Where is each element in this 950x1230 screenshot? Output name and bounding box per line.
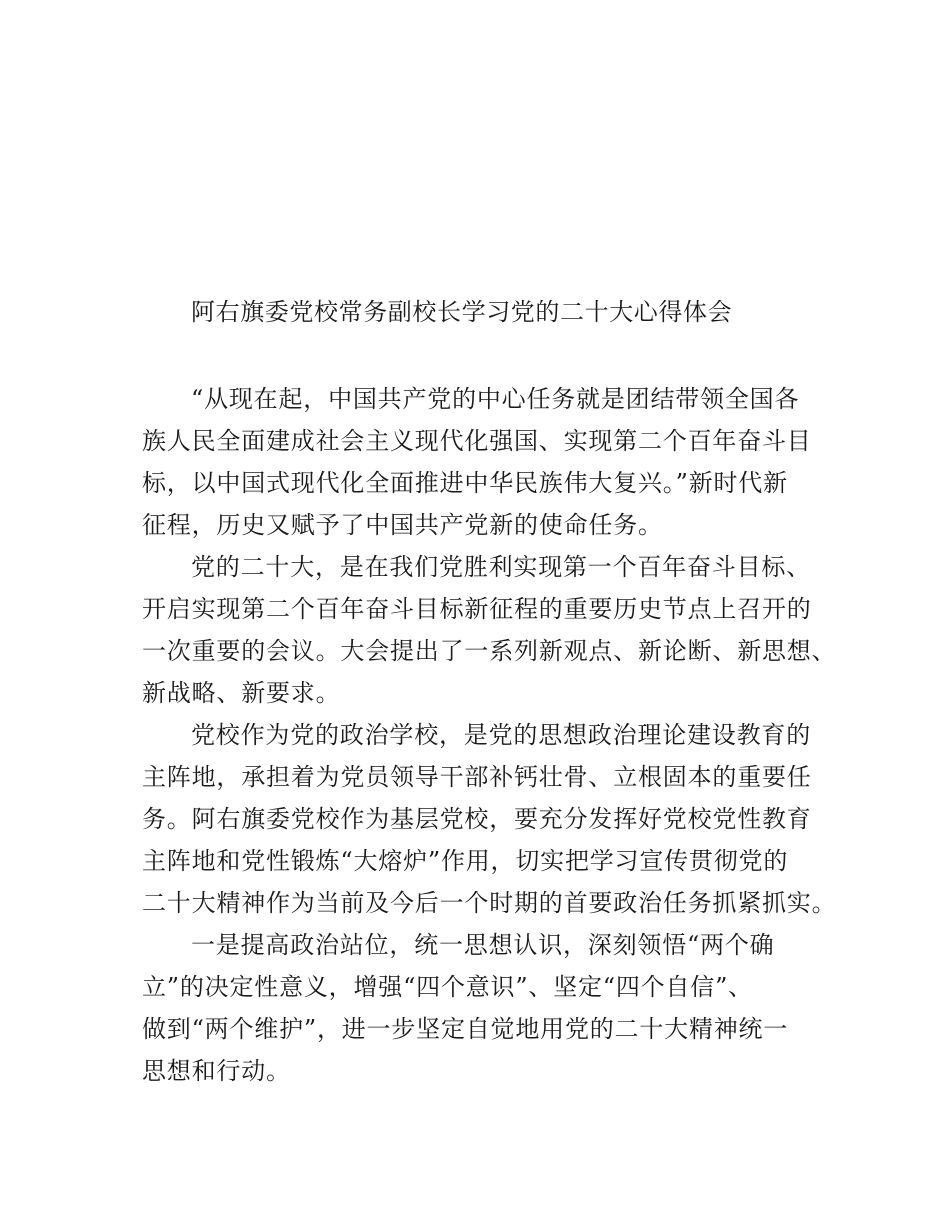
paragraph-2-line-4: 新战略、新要求。 <box>142 679 341 707</box>
paragraph-4-line-1: 一是提高政治站位，统一思想认识，深刻领悟“两个确 <box>191 931 775 959</box>
paragraph-4-line-2: 立”的决定性意义，增强“四个意识”、坚定“四个自信”、 <box>142 973 753 1001</box>
paragraph-4-line-4: 思想和行动。 <box>142 1057 291 1085</box>
paragraph-2-line-1: 党的二十大，是在我们党胜利实现第一个百年奋斗目标、 <box>191 553 811 581</box>
document-title: 阿右旗委党校常务副校长学习党的二十大心得体会 <box>191 298 733 326</box>
paragraph-3-line-4: 主阵地和党性锻炼“大熔炉”作用，切实把学习宣传贯彻党的 <box>142 847 789 875</box>
paragraph-3-line-1: 党校作为党的政治学校，是党的思想政治理论建设教育的 <box>191 721 811 749</box>
paragraph-3-line-3: 务。阿右旗委党校作为基层党校，要充分发挥好党校党性教育 <box>142 805 812 833</box>
paragraph-1-line-4: 征程，历史又赋予了中国共产党新的使命任务。 <box>142 511 663 539</box>
paragraph-1-line-2: 族人民全面建成社会主义现代化强国、实现第二个百年奋斗目 <box>142 427 812 455</box>
paragraph-3-line-5: 二十大精神作为当前及今后一个时期的首要政治任务抓紧抓实。 <box>142 889 837 917</box>
paragraph-2-line-3: 一次重要的会议。大会提出了一系列新观点、新论断、新思想、 <box>142 637 837 665</box>
paragraph-1-line-3: 标，以中国式现代化全面推进中华民族伟大复兴。”新时代新 <box>142 469 788 497</box>
paragraph-3-line-2: 主阵地，承担着为党员领导干部补钙壮骨、立根固本的重要任 <box>142 763 812 791</box>
paragraph-1-line-1: “从现在起，中国共产党的中心任务就是团结带领全国各 <box>191 385 800 413</box>
paragraph-4-line-3: 做到“两个维护”，进一步坚定自觉地用党的二十大精神统一 <box>142 1015 789 1043</box>
paragraph-2-line-2: 开启实现第二个百年奋斗目标新征程的重要历史节点上召开的 <box>142 595 812 623</box>
